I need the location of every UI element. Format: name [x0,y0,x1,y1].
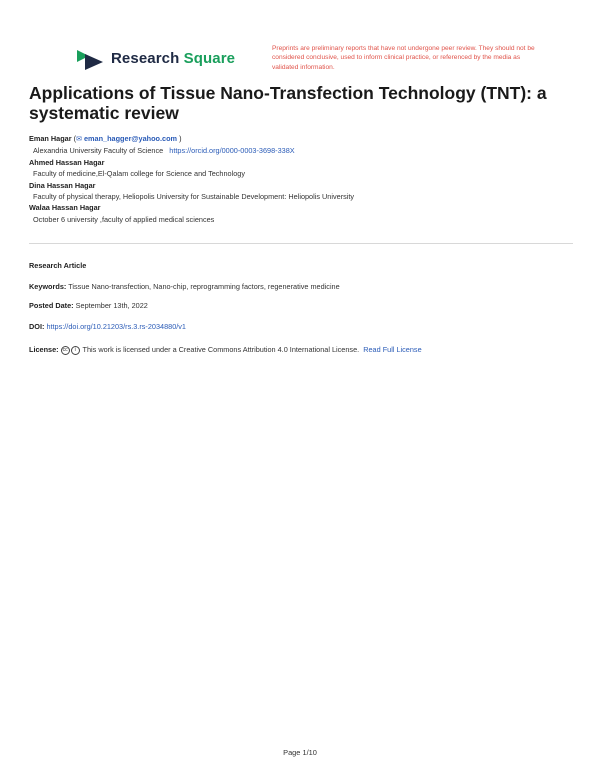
posted-date-label: Posted Date: [29,301,74,310]
by-icon: i [71,346,80,355]
posted-date-value: September 13th, 2022 [75,301,148,310]
research-square-logo-icon [75,46,105,70]
affiliation-text: Alexandria University Faculty of Science [33,146,164,156]
posted-date-line [29,301,574,310]
logo-wordmark [111,50,235,67]
author-list [29,133,574,225]
doi-line [29,322,574,331]
author-name: Walaa Hassan Hagar [29,203,101,213]
author-name: Eman Hagar [29,134,72,143]
doi-link[interactable]: https://doi.org/10.21203/rs.3.rs-2034880/v1 [46,322,186,331]
article-type [29,261,574,270]
article-type-label: Research Article [29,261,87,270]
keywords-label: Keywords: [29,282,67,291]
author-affiliation: October 6 university ,faculty of applied medical sciences [33,214,215,224]
paper-title: Applications of Tissue Nano-Transfection Technology (TNT): a systematic review [29,83,547,123]
preprint-disclaimer: Preprints are preliminary reports that have not undergone peer review. They should not be considered conclusive, used to inform clinical practice, or referenced by the media as validated information. [272,45,535,71]
logo-text-square: Square [183,49,236,67]
page-number: Page 1/10 [283,748,317,757]
author-entry [29,133,574,145]
cc-icon: cc [62,346,68,353]
doi-label: DOI: [29,322,45,331]
section-divider [29,243,573,244]
keywords-value: Tissue Nano-transfection, Nano-chip, reprogramming factors, regenerative medicine [68,282,340,291]
author-name: Ahmed Hassan Hagar [29,157,105,167]
email-paren-close: ) [177,134,182,143]
license-label: License: [29,345,59,354]
license-text: This work is licensed under a Creative Commons Attribution 4.0 International License. [82,345,360,354]
read-full-license-link[interactable]: Read Full License [363,345,422,354]
email-paren-open: ( [73,134,77,143]
author-name: Dina Hassan Hagar [29,180,96,190]
license-line [29,345,574,355]
keywords-line [29,282,574,291]
envelope-icon: ✉ [76,136,82,143]
author-affiliation: Faculty of physical therapy, Heliopolis University for Sustainable Development: Heliopolis University [33,192,355,202]
author-email-link[interactable]: eman_hagger@yahoo.com [83,134,178,143]
author-affiliation [29,145,574,156]
research-square-logo[interactable] [75,46,235,70]
author-affiliation: Faculty of medicine,El-Qalam college for Science and Technology [33,169,245,179]
orcid-link[interactable]: https://orcid.org/0000-0003-3698-338X [169,146,295,156]
logo-text-research: Research [111,49,180,67]
